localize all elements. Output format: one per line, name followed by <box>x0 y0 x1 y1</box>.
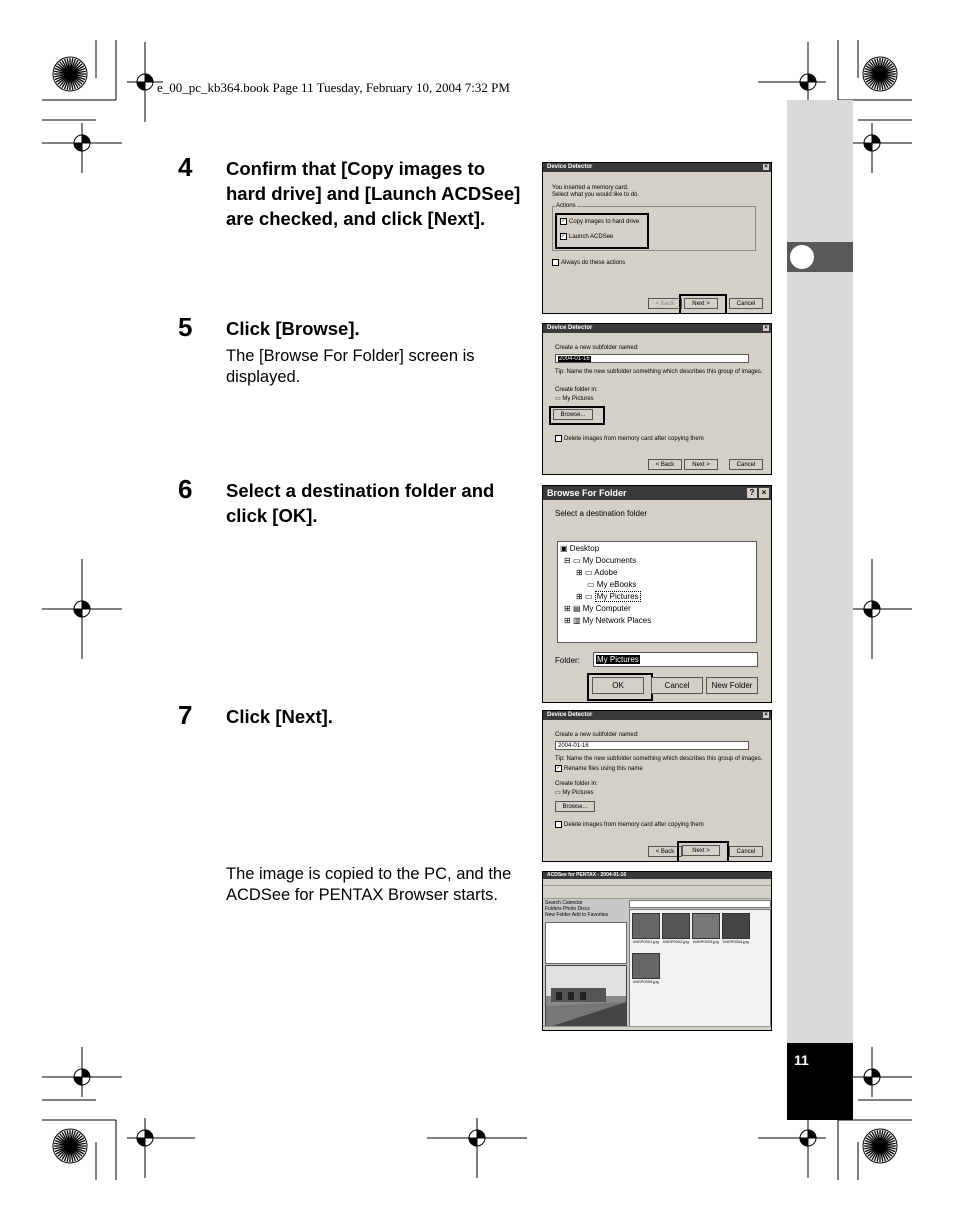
tree-label: My Documents <box>582 556 637 565</box>
step-4-number: 4 <box>178 152 193 182</box>
dialog-title-bar <box>543 163 771 172</box>
tip-text: Tip: Name the new subfolder something which describes this group of images. <box>555 756 763 762</box>
delete-checkbox[interactable] <box>555 821 704 828</box>
status-bar <box>543 1026 772 1031</box>
folder-value: My Pictures <box>597 655 639 664</box>
tree-label: My Pictures <box>596 592 639 601</box>
folder-icon: ▭ <box>587 580 595 589</box>
step-6-number: 6 <box>178 474 193 504</box>
next-button[interactable]: Next > <box>684 298 718 309</box>
subfolder-value: 2004-01-16 <box>558 743 589 749</box>
device-detector-dialog-actions <box>542 162 772 314</box>
dialog-prompt: Select a destination folder <box>555 509 648 518</box>
acdsee-title: ACDSee for PENTAX - 2004-01-16 <box>547 872 627 878</box>
tree-item-my-ebooks[interactable] <box>587 580 636 589</box>
folder-tree-pane[interactable] <box>545 922 627 964</box>
acdsee-title-bar <box>543 872 771 879</box>
dialog-title: Device Detector <box>547 164 593 170</box>
thumbnail[interactable] <box>632 953 660 991</box>
tab-search[interactable]: Search <box>545 900 561 906</box>
folder-label: Folder: <box>555 656 580 665</box>
subfolder-input[interactable] <box>555 741 749 750</box>
chapter-tab-circle <box>790 245 814 269</box>
pane-tabs <box>545 900 627 918</box>
tree-item-adobe[interactable] <box>576 568 617 577</box>
checkbox-icon <box>555 821 562 828</box>
expand-icon[interactable]: ⊞ <box>564 616 571 625</box>
launch-acdsee-label: Launch ACDSee <box>569 234 614 241</box>
thumbnail-label: IMGP0001.jpg <box>633 939 659 944</box>
step-7-number: 7 <box>178 700 193 730</box>
thumbnail-label: IMGP0002.jpg <box>663 939 689 944</box>
step-7-title: Click [Next]. <box>226 706 333 727</box>
folder-tree[interactable] <box>557 541 757 643</box>
tree-label: My Computer <box>582 604 631 613</box>
subfolder-value: 2004-01-16 <box>559 356 590 362</box>
cancel-button[interactable]: Cancel <box>729 298 763 309</box>
close-icon[interactable]: × <box>764 164 768 170</box>
thumbnail-label: IMGP0005.jpg <box>633 979 659 984</box>
tree-label: Desktop <box>569 544 600 553</box>
expand-icon[interactable]: ⊞ <box>564 604 571 613</box>
tip-text: Tip: Name the new subfolder something which describes this group of images. <box>555 369 763 375</box>
always-label: Always do these actions <box>561 260 626 267</box>
dialog-title: Browse For Folder <box>547 488 627 498</box>
expand-icon[interactable]: ⊞ <box>576 568 583 577</box>
step-5-title: Click [Browse]. <box>226 318 360 339</box>
step-5-description: The [Browse For Folder] screen is displayed. <box>226 347 475 386</box>
network-icon: ▥ <box>572 616 581 625</box>
new-folder-button[interactable]: New Folder <box>706 677 758 694</box>
dialog-message-2: Select what you would like to do. <box>552 192 640 198</box>
step-6-title: Select a destination folder and click [OK]. <box>226 480 495 526</box>
thumbnail[interactable] <box>632 913 660 951</box>
preview-image <box>546 966 626 1028</box>
dialog-title-bar <box>543 324 771 333</box>
rename-label: Rename files using this name <box>564 766 643 773</box>
preview-pane <box>545 965 627 1029</box>
collapse-icon[interactable]: ⊟ <box>564 556 571 565</box>
create-in-label: Create folder in: <box>555 781 598 787</box>
ok-button[interactable]: OK <box>592 677 644 694</box>
expand-icon[interactable]: ⊞ <box>576 592 583 601</box>
device-detector-dialog-browse <box>542 323 772 475</box>
thumbnail-label: IMGP0004.jpg <box>723 939 749 944</box>
tree-item-my-computer[interactable] <box>564 604 631 613</box>
back-button[interactable]: < Back <box>648 298 682 309</box>
close-icon[interactable]: × <box>759 488 769 498</box>
tree-label: Adobe <box>594 568 618 577</box>
browse-button[interactable]: Browse... <box>553 409 593 420</box>
thumbnail[interactable] <box>722 913 750 951</box>
tab-folders[interactable]: Folders <box>545 906 562 912</box>
delete-label: Delete images from memory card after copying them <box>564 436 704 443</box>
checkbox-icon <box>555 435 562 442</box>
always-checkbox[interactable] <box>552 259 625 266</box>
tree-item-desktop[interactable] <box>560 544 599 553</box>
dialog-title: Device Detector <box>547 712 593 718</box>
cancel-button[interactable]: Cancel <box>729 846 763 857</box>
path-bar[interactable] <box>629 900 771 908</box>
new-folder-button[interactable]: New Folder <box>545 912 571 918</box>
back-button[interactable]: < Back <box>648 459 682 470</box>
browse-for-folder-dialog <box>542 485 772 703</box>
tree-label: My eBooks <box>596 580 637 589</box>
folder-icon: ▭ <box>555 396 561 402</box>
thumbnail[interactable] <box>662 913 690 951</box>
thumbnail[interactable] <box>692 913 720 951</box>
dialog-title-bar <box>543 711 771 720</box>
toolbar <box>543 886 772 899</box>
computer-icon: ▤ <box>572 604 581 613</box>
page-number: 11 <box>794 1052 809 1068</box>
folder-path <box>555 395 594 402</box>
tree-label: My Network Places <box>582 616 652 625</box>
tree-item-my-documents[interactable] <box>564 556 636 565</box>
tree-item-my-network-places[interactable] <box>564 616 651 625</box>
folder-input[interactable] <box>593 652 758 667</box>
next-button[interactable]: Next > <box>682 845 720 856</box>
acdsee-browser-window <box>542 871 772 1031</box>
actions-group-label: Actions <box>556 203 576 209</box>
thumbnail-label: IMGP0003.jpg <box>693 939 719 944</box>
thumbnail-image <box>722 913 750 939</box>
folder-name: My Pictures <box>562 396 594 402</box>
thumbnail-image <box>632 953 660 979</box>
copy-images-label: Copy images to hard drive <box>569 219 640 226</box>
device-detector-dialog-next <box>542 710 772 862</box>
thumbnail-image <box>692 913 720 939</box>
close-icon[interactable]: × <box>764 325 768 331</box>
launch-acdsee-checkbox[interactable] <box>560 233 613 240</box>
back-button[interactable]: < Back <box>648 846 682 857</box>
help-icon[interactable]: ? <box>747 488 757 498</box>
folder-icon: ▭ <box>555 790 561 796</box>
checkbox-icon <box>552 259 559 266</box>
create-in-label: Create folder in: <box>555 387 598 393</box>
cancel-button[interactable]: Cancel <box>651 677 703 694</box>
step-4-title: Confirm that [Copy images to hard drive] and [Launch ACDSee] are checked, and click [Next]. <box>226 158 521 229</box>
print-header: e_00_pc_kb364.book Page 11 Tuesday, February 10, 2004 7:32 PM <box>157 80 510 95</box>
create-subfolder-label: Create a new subfolder named: <box>555 732 639 738</box>
check-icon: ✓ <box>561 233 566 239</box>
delete-checkbox[interactable] <box>555 435 704 442</box>
menu-bar <box>543 879 772 886</box>
check-icon: ✓ <box>556 765 561 771</box>
folder-icon: ▭ <box>584 592 593 601</box>
cancel-button[interactable]: Cancel <box>729 459 763 470</box>
check-icon: ✓ <box>561 218 566 224</box>
rename-checkbox[interactable] <box>555 765 643 772</box>
delete-label: Delete images from memory card after copying them <box>564 822 704 829</box>
copy-images-checkbox[interactable] <box>560 218 639 225</box>
thumbnails <box>629 910 769 1028</box>
folder-name: My Pictures <box>562 790 594 796</box>
dialog-message-1: You inserted a memory card. <box>552 185 629 191</box>
tab-calendar[interactable]: Calendar <box>562 900 583 906</box>
step-7-description: The image is copied to the PC, and the ACDSee for PENTAX Browser starts. <box>226 865 512 904</box>
thumbnail-image <box>662 913 690 939</box>
step-5-number: 5 <box>178 312 193 342</box>
create-subfolder-label: Create a new subfolder named: <box>555 345 639 351</box>
tab-photo-discs[interactable]: Photo Discs <box>563 906 590 912</box>
dialog-title-bar <box>543 486 771 500</box>
desktop-icon: ▣ <box>560 544 568 553</box>
add-favorites-button[interactable]: Add to Favorites <box>571 912 609 918</box>
dialog-title: Device Detector <box>547 325 593 331</box>
browse-button[interactable]: Browse... <box>555 801 595 812</box>
folder-path <box>555 789 594 796</box>
folder-icon: ▭ <box>572 556 581 565</box>
close-icon[interactable]: × <box>764 712 768 718</box>
tree-item-my-pictures[interactable] <box>576 592 641 601</box>
folder-icon: ▭ <box>584 568 593 577</box>
thumbnail-image <box>632 913 660 939</box>
next-button[interactable]: Next > <box>684 459 718 470</box>
subfolder-input[interactable] <box>555 354 749 363</box>
